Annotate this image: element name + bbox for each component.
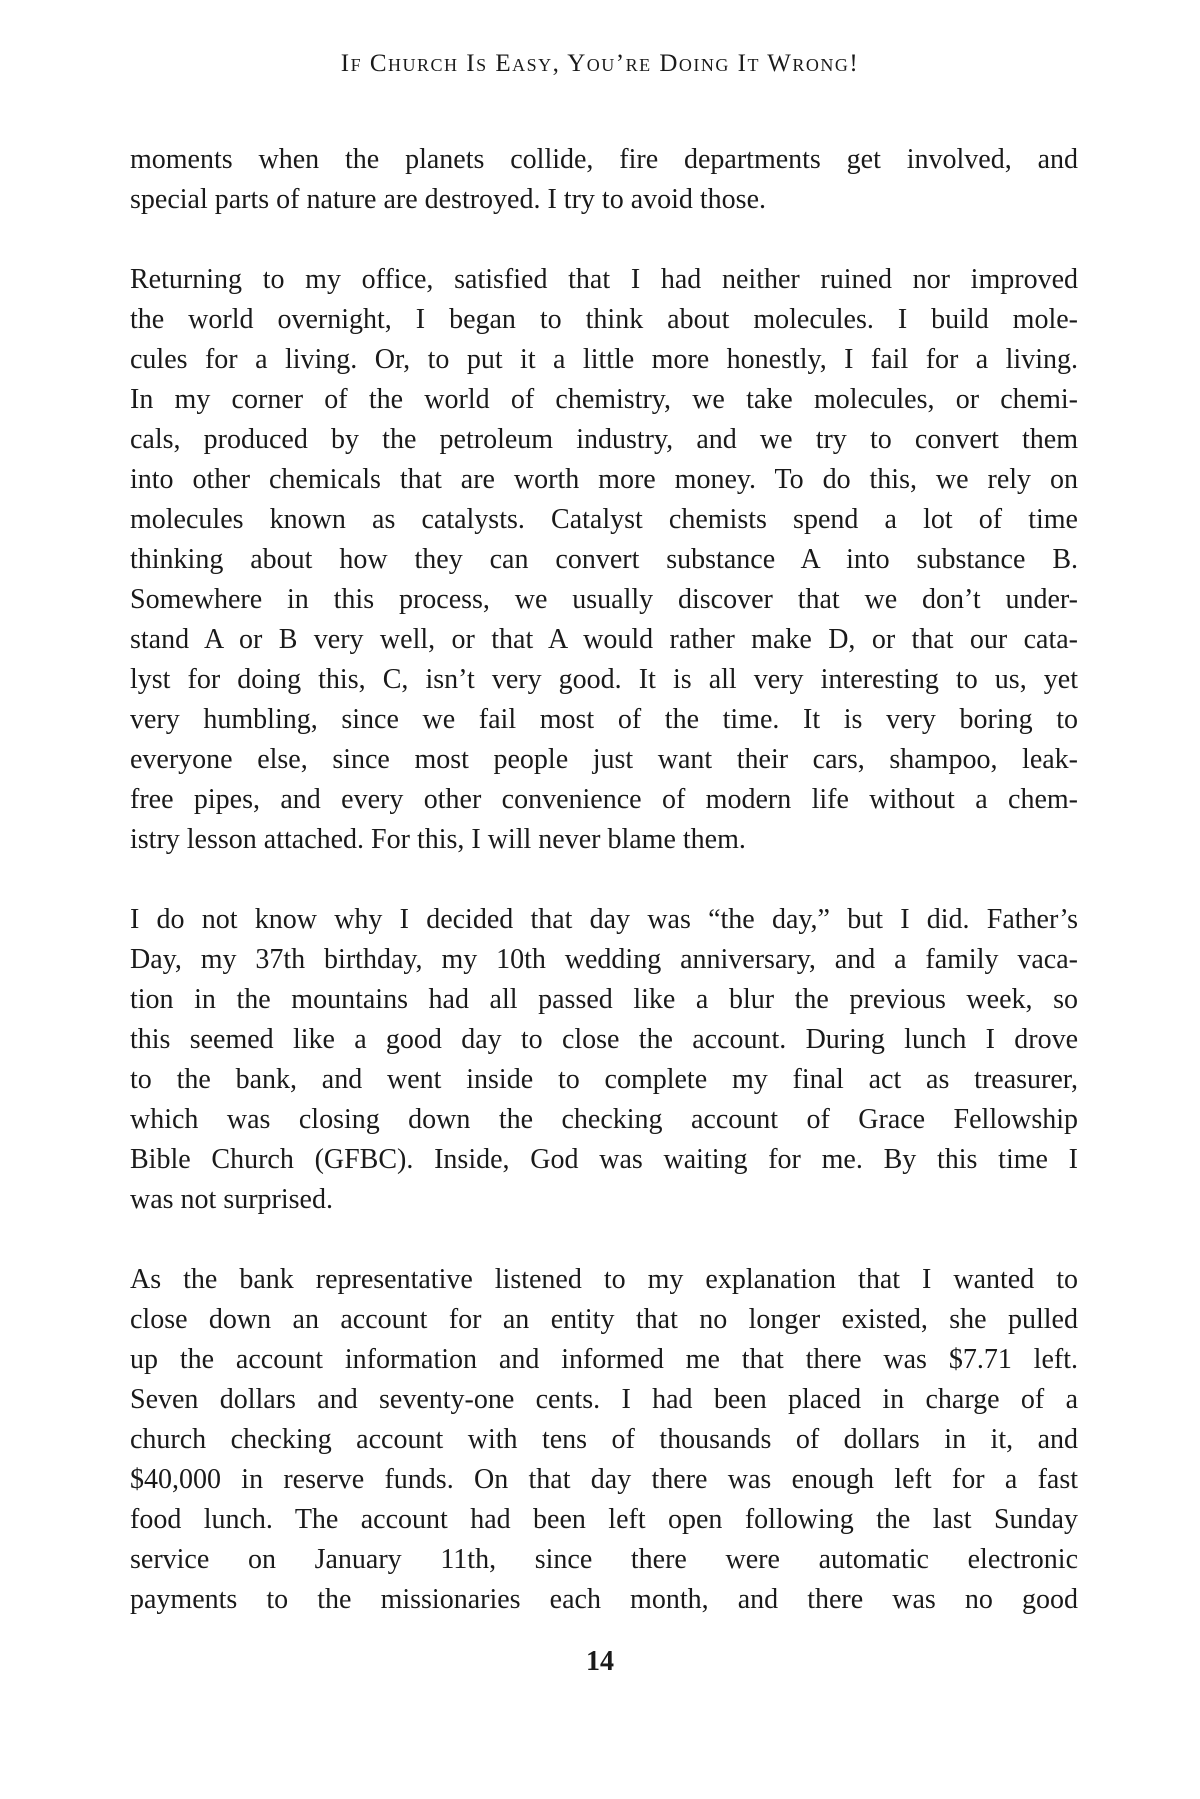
running-header: If Church Is Easy, You’re Doing It Wrong! xyxy=(340,50,860,77)
text-line: Somewhere in this process, we usually discover that we don’t under- xyxy=(130,584,1078,615)
text-line: cules for a living. Or, to put it a little more honestly, I fail for a living. xyxy=(130,344,1078,375)
text-line: Day, my 37th birthday, my 10th wedding anniversary, and a family vaca- xyxy=(130,944,1078,975)
text-line: up the account information and informed me that there was $7.71 left. xyxy=(130,1344,1078,1375)
body-text xyxy=(130,140,1078,1660)
text-line: free pipes, and every other convenience of modern life without a chem- xyxy=(130,784,1078,815)
text-line: which was closing down the checking account of Grace Fellowship xyxy=(130,1104,1078,1135)
paragraph-1 xyxy=(130,140,1078,220)
text-line: service on January 11th, since there were automatic electronic xyxy=(130,1544,1078,1575)
paragraph-2 xyxy=(130,260,1078,860)
text-line: $40,000 in reserve funds. On that day there was enough left for a fast xyxy=(130,1464,1078,1495)
text-line: I do not know why I decided that day was “the day,” but I did. Father’s xyxy=(130,904,1078,935)
text-line: thinking about how they can convert substance A into substance B. xyxy=(130,544,1078,575)
text-line: stand A or B very well, or that A would rather make D, or that our cata- xyxy=(130,624,1078,655)
paragraph-4 xyxy=(130,1260,1078,1620)
text-line: church checking account with tens of thousands of dollars in it, and xyxy=(130,1424,1078,1455)
text-line: moments when the planets collide, fire departments get involved, and xyxy=(130,144,1078,175)
paragraph-3 xyxy=(130,900,1078,1220)
text-line: into other chemicals that are worth more money. To do this, we rely on xyxy=(130,464,1078,495)
text-line: Bible Church (GFBC). Inside, God was waiting for me. By this time I xyxy=(130,1144,1078,1175)
text-line: special parts of nature are destroyed. I try to avoid those. xyxy=(130,184,767,215)
text-line: food lunch. The account had been left open following the last Sunday xyxy=(130,1504,1078,1535)
page-number: 14 xyxy=(586,1646,614,1677)
text-line: As the bank representative listened to my explanation that I wanted to xyxy=(130,1264,1078,1295)
text-line: payments to the missionaries each month, and there was no good xyxy=(130,1584,1078,1615)
text-line: Seven dollars and seventy-one cents. I had been placed in charge of a xyxy=(130,1384,1078,1415)
text-line: everyone else, since most people just want their cars, shampoo, leak- xyxy=(130,744,1078,775)
text-line: this seemed like a good day to close the account. During lunch I drove xyxy=(130,1024,1078,1055)
text-line: to the bank, and went inside to complete my final act as treasurer, xyxy=(130,1064,1078,1095)
text-line: molecules known as catalysts. Catalyst chemists spend a lot of time xyxy=(130,504,1078,535)
text-line: very humbling, since we fail most of the time. It is very boring to xyxy=(130,704,1078,735)
text-line: cals, produced by the petroleum industry, and we try to convert them xyxy=(130,424,1078,455)
text-line: lyst for doing this, C, isn’t very good. It is all very interesting to us, yet xyxy=(130,664,1078,695)
text-line: istry lesson attached. For this, I will never blame them. xyxy=(130,824,746,855)
text-line: Returning to my office, satisfied that I had neither ruined nor improved xyxy=(130,264,1078,295)
text-line: tion in the mountains had all passed like a blur the previous week, so xyxy=(130,984,1078,1015)
text-line: was not surprised. xyxy=(130,1184,333,1215)
text-line: the world overnight, I began to think about molecules. I build mole- xyxy=(130,304,1078,335)
text-line: close down an account for an entity that no longer existed, she pulled xyxy=(130,1304,1078,1335)
text-line: In my corner of the world of chemistry, we take molecules, or chemi- xyxy=(130,384,1078,415)
